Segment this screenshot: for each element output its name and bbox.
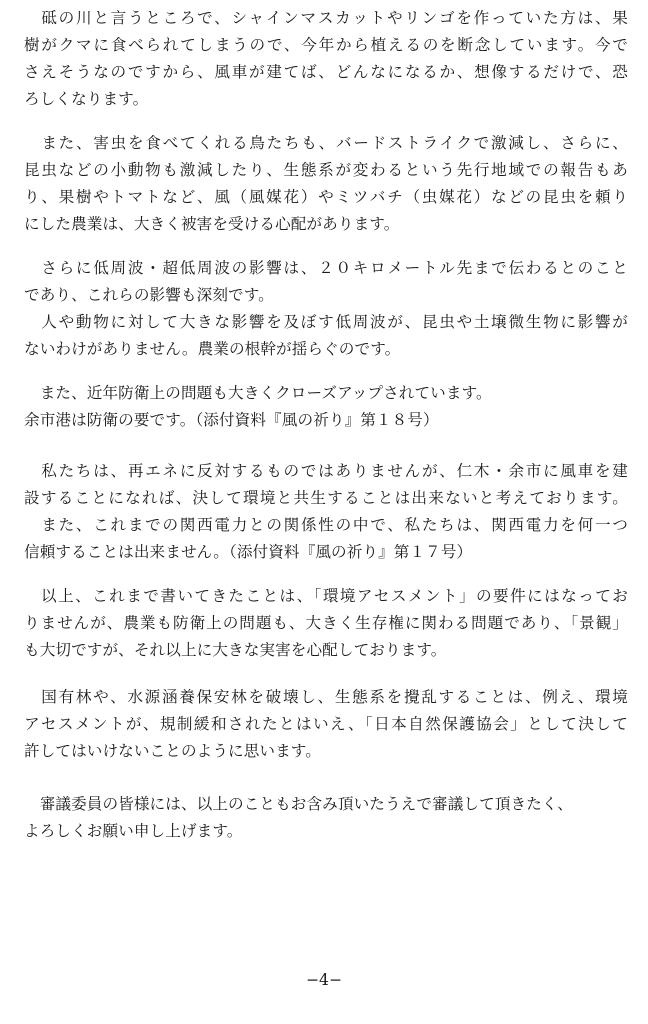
paragraph-5-line-2: 設することになれば、決して環境と共生することは出来ないと考えております。	[24, 489, 628, 507]
paragraph-5-line-3: また、これまでの関西電力との関係性の中で、私たちは、関西電力を何一つ	[24, 516, 628, 534]
paragraph-2-line-2: 昆虫などの小動物も激減したり、生態系が変わるという先行地域での報告もあ	[24, 161, 628, 179]
paragraph-5-line-1: 私たちは、再エネに反対するものではありませんが、仁木・余市に風車を建	[24, 462, 628, 480]
paragraph-1-line-4: ろしくなります。	[24, 90, 149, 108]
paragraph-7-line-1: 国有林や、水源涵養保安林を破壊し、生態系を攪乱することは、例え、環境	[24, 688, 628, 706]
paragraph-3-line-2: であり、これらの影響も深刻です。	[24, 286, 274, 304]
paragraph-7-line-2: アセスメントが、規制緩和されたとはいえ、「日本自然保護協会」として決して	[24, 715, 628, 733]
paragraph-1-line-1: 砥の川と言うところで、シャインマスカットやリンゴを作っていた方は、果	[24, 9, 628, 27]
paragraph-6-line-3: も大切ですが、それ以上に大きな実害を心配しております。	[24, 641, 447, 659]
paragraph-2-line-4: にした農業は、大きく被害を受ける心配があります。	[24, 215, 400, 233]
paragraph-3-line-1: さらに低周波・超低周波の影響は、２０キロメートル先まで伝わるとのこと	[24, 259, 628, 277]
paragraph-4-line-1: また、近年防衛上の問題も大きくクローズアップされています。	[24, 384, 492, 402]
paragraph-8-line-2: よろしくお願い申し上げます。	[24, 822, 243, 840]
paragraph-2-line-3: り、果樹やトマトなど、風（風媒花）やミツバチ（虫媒花）などの昆虫を頼り	[24, 188, 628, 206]
paragraph-4-line-2: 余市港は防衛の要です。（添付資料『風の祈り』第１８号）	[24, 411, 439, 429]
paragraph-5-line-4: 信頼することは出来ません。（添付資料『風の祈り』第１７号）	[24, 543, 473, 561]
paragraph-2-line-1: また、害虫を食べてくれる鳥たちも、バードストライクで激減し、さらに、	[24, 134, 628, 152]
paragraph-3-line-3: 人や動物に対して大きな影響を及ぼす低周波が、昆虫や土壌微生物に影響が	[24, 313, 628, 331]
paragraph-6-line-2: りませんが、農業も防衛上の問題も、大きく生存権に関わる問題であり、「景観」	[24, 614, 628, 632]
paragraph-7-line-3: 許してはいけないことのように思います。	[24, 742, 321, 760]
paragraph-3-line-4: ないわけがありません。農業の根幹が揺らぐのです。	[24, 340, 401, 358]
paragraph-8-line-1: 審議委員の皆様には、以上のこともお含み頂いたうえで審議して頂きたく、	[24, 795, 573, 813]
paragraph-1-line-2: 樹がクマに食べられてしまうので、今年から植えるのを断念しています。今で	[24, 36, 628, 54]
page-number: −4−	[305, 971, 343, 989]
paragraph-1-line-3: さえそうなのですから、風車が建てば、どんなになるか、想像するだけで、恐	[24, 63, 628, 81]
paragraph-6-line-1: 以上、これまで書いてきたことは、「環境アセスメント」の要件にはなってお	[24, 587, 628, 605]
